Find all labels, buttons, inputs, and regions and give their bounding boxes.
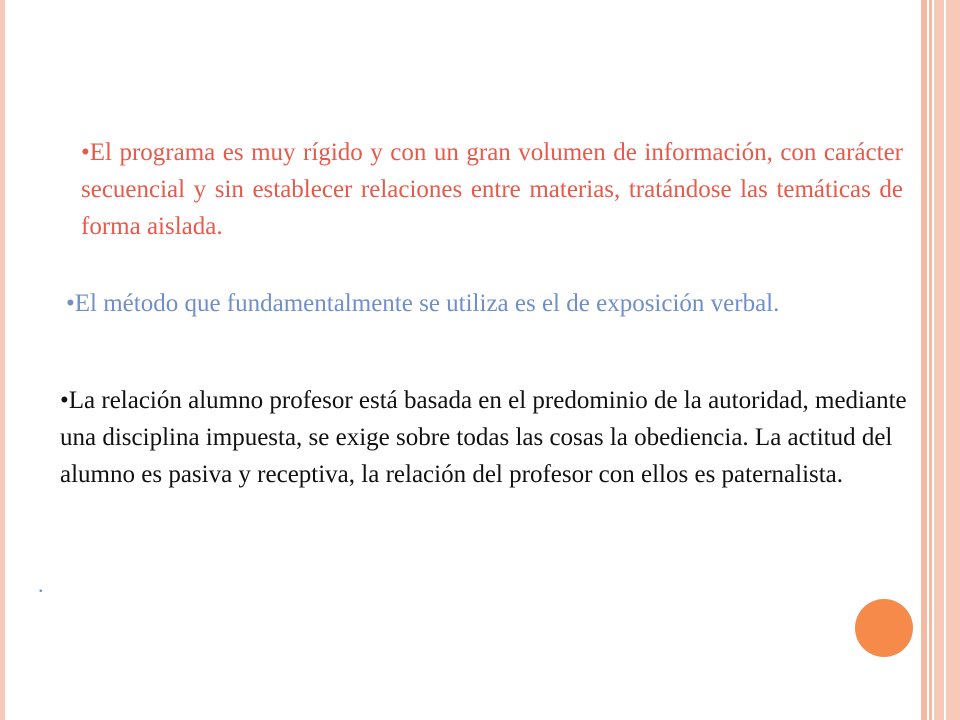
stray-dot-mark: . xyxy=(38,572,44,597)
left-decorative-stripe xyxy=(0,0,5,720)
bullet-paragraph-curriculum: •El programa es muy rígido y con un gran volumen de información, con carácter secuencial y sin establecer relaciones entre materias, tratándose las temáticas de forma aislada. xyxy=(81,139,903,240)
orange-circle-decoration xyxy=(855,599,913,657)
bullet-paragraph-relationship: •La relación alumno profesor está basada en el predominio de la autoridad, mediante una disciplina impuesta, se exige sobre todas las cosas la obediencia. La actitud del alumno es pasiva y receptiva, la relación del profesor con ellos es paternalista. xyxy=(60,387,907,488)
right-decorative-band xyxy=(934,0,960,720)
right-stripe-line xyxy=(944,0,946,720)
bullet-paragraph-method: •El método que fundamentalmente se utiliza es el de exposición verbal. xyxy=(66,290,780,317)
